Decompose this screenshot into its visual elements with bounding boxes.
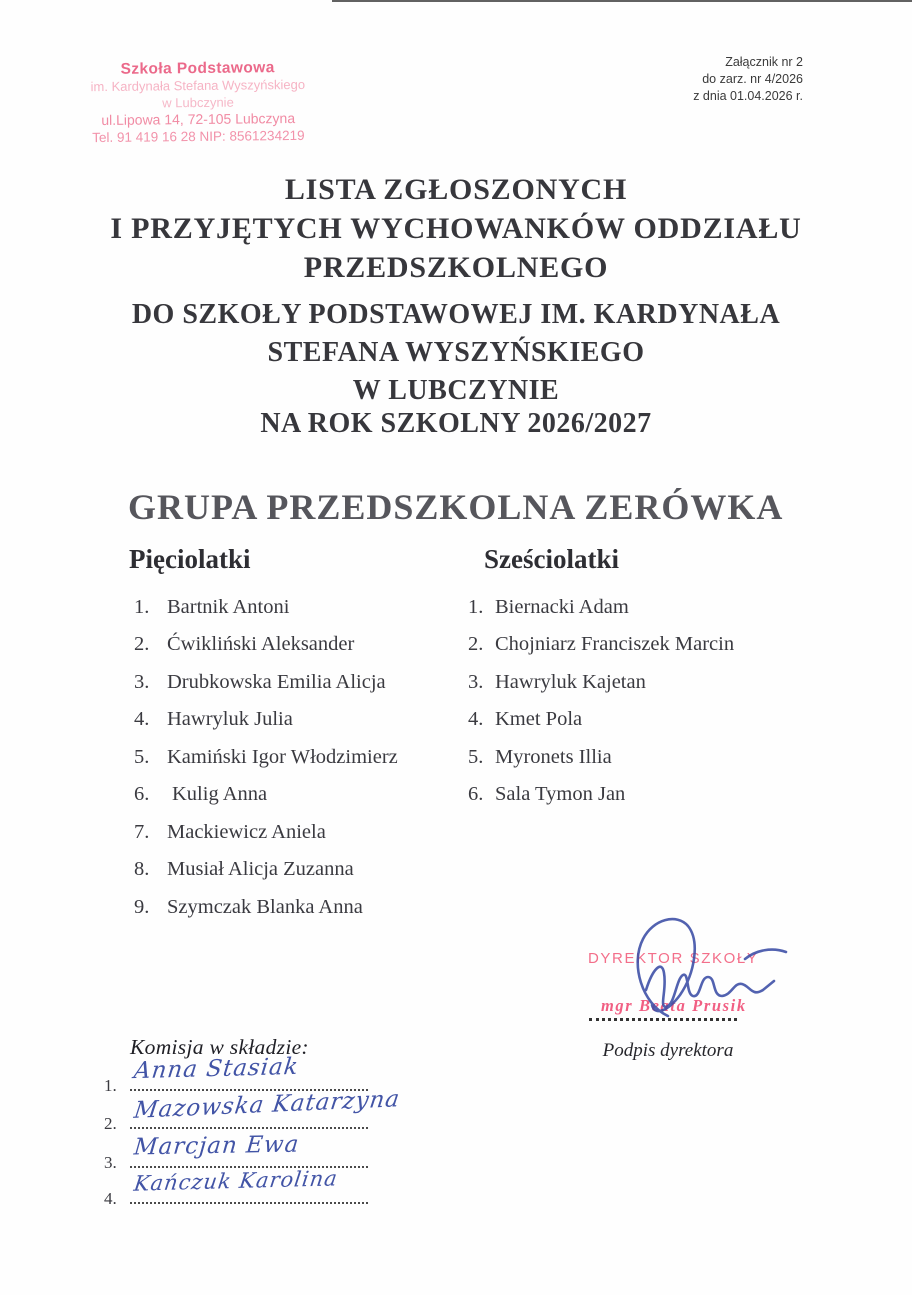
list-item	[468, 708, 582, 731]
item-number: 3.	[468, 671, 484, 693]
committee-number: 1.	[104, 1076, 117, 1095]
child-name: Drubkowska Emilia Alicja	[167, 671, 386, 693]
item-number: 4.	[468, 708, 484, 730]
child-name: Mackiewicz Aniela	[167, 821, 326, 843]
item-number: 2.	[134, 633, 150, 655]
director-signature-ink	[592, 910, 806, 1022]
title-line-2: I PRZYJĘTYCH WYCHOWANKÓW ODDZIAŁU	[110, 212, 802, 245]
title-line-3: PRZEDSZKOLNEGO	[303, 251, 609, 284]
document-subtitle	[0, 296, 912, 410]
child-name: Myronets Illia	[495, 746, 612, 768]
item-number: 1.	[468, 596, 484, 618]
attachment-line-1: Załącznik nr 2	[725, 55, 803, 69]
subtitle-line-1: DO SZKOŁY PODSTAWOWEJ IM. KARDYNAŁA	[131, 299, 781, 330]
committee-signature-handwriting: Anna Stasiak	[132, 1053, 301, 1085]
list-item	[468, 746, 612, 769]
committee-signature-handwriting: Kańczuk Karolina	[132, 1166, 340, 1196]
stamp-phone-nip-line: Tel. 91 419 16 28 NIP: 8561234219	[92, 127, 305, 146]
child-name: Biernacki Adam	[495, 596, 629, 618]
child-name: Musiał Alicja Zuzanna	[167, 858, 354, 880]
title-line-1: LISTA ZGŁOSZONYCH	[284, 173, 628, 206]
item-number: 7.	[134, 821, 150, 843]
document-title	[0, 170, 912, 287]
list-item	[468, 596, 629, 619]
child-name: Ćwikliński Aleksander	[167, 633, 355, 655]
item-number: 2.	[468, 633, 484, 655]
list-item	[134, 633, 354, 656]
subtitle-line-3: W LUBCZYNIE	[352, 375, 560, 406]
scan-edge-artifact	[332, 0, 912, 2]
child-name: Chojniarz Franciszek Marcin	[495, 633, 735, 655]
committee-number: 4.	[104, 1189, 117, 1208]
child-name: Kamiński Igor Włodzimierz	[167, 746, 398, 768]
committee-row	[104, 1086, 402, 1134]
stamp-school-name: Szkoła Podstawowa	[120, 59, 275, 78]
item-number: 3.	[134, 671, 150, 693]
list-item	[468, 633, 734, 656]
attachment-line-2: do zarz. nr 4/2026	[702, 72, 803, 86]
item-number: 1.	[134, 596, 150, 618]
list-item	[134, 821, 326, 844]
child-name: Hawryluk Julia	[167, 708, 293, 730]
list-item	[134, 858, 354, 881]
director-stamp-title: DYREKTOR SZKOŁY	[588, 950, 759, 967]
child-name: Szymczak Blanka Anna	[167, 896, 363, 918]
column-header-five-year-olds: Pięciolatki	[129, 544, 251, 574]
director-stamp-name: mgr Beata Prusik	[601, 996, 747, 1015]
committee-number: 2.	[104, 1114, 117, 1133]
item-number: 8.	[134, 858, 150, 880]
child-name: Sala Tymon Jan	[495, 783, 626, 805]
list-item	[134, 896, 363, 919]
list-item	[134, 671, 386, 694]
committee-signature-handwriting: Marcjan Ewa	[132, 1131, 301, 1161]
list-item	[468, 671, 646, 694]
committee-number: 3.	[104, 1153, 117, 1172]
attachment-note	[600, 54, 803, 105]
school-address-stamp	[48, 58, 349, 146]
committee-heading: Komisja w składzie:	[130, 1035, 309, 1059]
item-number: 6.	[468, 783, 484, 805]
child-name: Hawryluk Kajetan	[495, 671, 646, 693]
attachment-line-3: z dnia 01.04.2026 r.	[693, 89, 803, 103]
school-year-line: NA ROK SZKOLNY 2026/2027	[260, 408, 652, 439]
list-item	[134, 708, 293, 731]
child-name: Kmet Pola	[495, 708, 583, 730]
director-signature-caption: Podpis dyrektora	[602, 1040, 734, 1061]
subtitle-line-2: STEFANA WYSZYŃSKIEGO	[267, 337, 645, 368]
stamp-patron-line: im. Kardynała Stefana Wyszyńskiego	[90, 76, 306, 95]
item-number: 6.	[134, 783, 150, 805]
committee-signature-handwriting: Mazowska Katarzyna	[132, 1086, 402, 1124]
list-item	[134, 746, 398, 769]
group-heading: GRUPA PRZEDSZKOLNA ZERÓWKA	[128, 487, 784, 527]
stamp-street-line: ul.Lipowa 14, 72-105 Lubczyna	[101, 109, 296, 129]
list-item	[134, 783, 267, 806]
list-item	[468, 783, 625, 806]
committee-row	[104, 1166, 368, 1209]
item-number: 4.	[134, 708, 150, 730]
item-number: 5.	[134, 746, 150, 768]
child-name: Bartnik Antoni	[167, 596, 290, 618]
child-name: Kulig Anna	[172, 783, 268, 805]
item-number: 5.	[468, 746, 484, 768]
stamp-town-line: w Lubczynie	[162, 94, 234, 111]
item-number: 9.	[134, 896, 150, 918]
list-item	[134, 596, 289, 619]
column-header-six-year-olds: Sześciolatki	[484, 544, 619, 574]
